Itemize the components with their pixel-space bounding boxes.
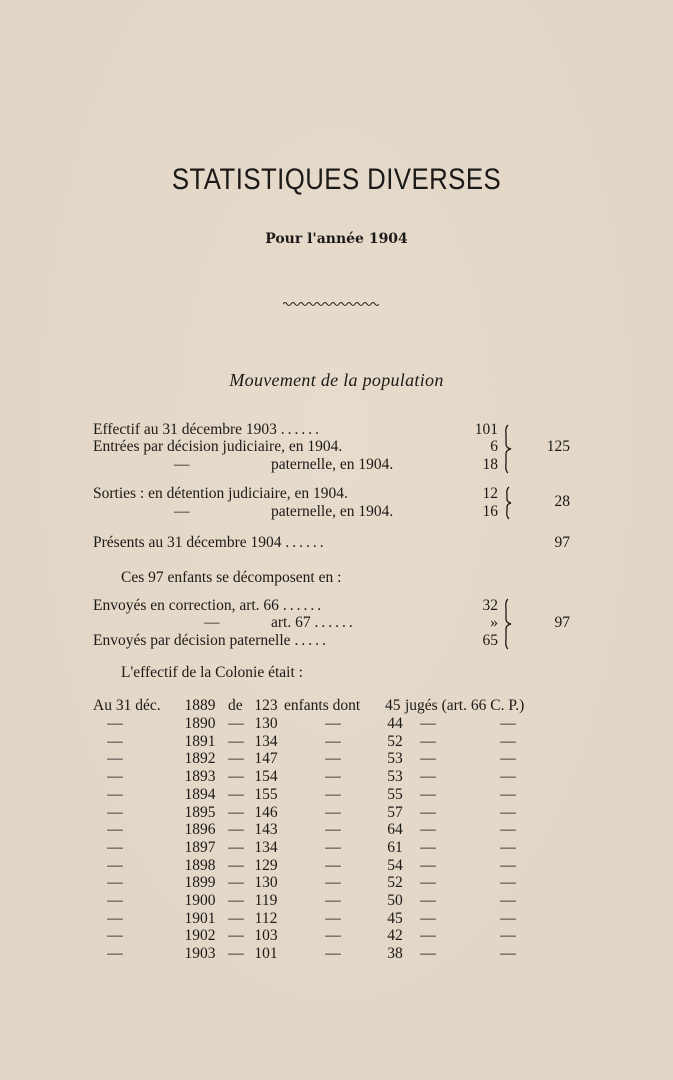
row-dash-3: — (420, 874, 436, 892)
row-year: 1892 (184, 750, 216, 768)
row-count: 147 (254, 750, 278, 768)
row-juges: 52 (387, 874, 403, 892)
row-dash-au: — (107, 874, 123, 892)
decorative-wave-rule (283, 300, 379, 308)
total-sorties: 28 (554, 493, 570, 510)
colonie-row (0, 927, 673, 945)
row-juges: 61 (387, 838, 403, 856)
row-dash-3: — (420, 909, 436, 927)
row-dash-4: — (500, 874, 516, 892)
row-dash-4: — (500, 945, 516, 963)
brace-entrees (503, 424, 517, 474)
row-dash-au: — (107, 909, 123, 927)
presents-label-text: Présents au 31 décembre 1904 (93, 534, 282, 551)
colonie-row (0, 821, 673, 839)
row-year: 1895 (184, 803, 216, 821)
envoyes-correction-value: 32 (482, 597, 498, 614)
art67-dots: ...... (314, 614, 356, 631)
row-count: 119 (254, 892, 278, 909)
page-subtitle: Pour l'année 1904 (265, 231, 408, 247)
art67-dash: — (204, 614, 220, 631)
colonie-row (0, 839, 673, 857)
colonie-row (0, 874, 673, 892)
row-dash-2: — (325, 927, 341, 945)
row-dash-au: — (107, 945, 123, 963)
row-dash-2: — (325, 874, 341, 892)
row-dash-4: — (500, 927, 516, 945)
row-dash-1: — (228, 874, 244, 892)
row-count: 134 (254, 732, 278, 750)
row-dash-1: — (228, 821, 244, 839)
row-dash-1: — (228, 732, 244, 750)
row-dash-3: — (420, 821, 436, 839)
row-dash-1: — (228, 785, 244, 803)
row-juges: 57 (387, 803, 403, 821)
envoyes-correction-text: Envoyés en correction, art. 66 (93, 597, 279, 614)
row-dash-4: — (500, 785, 516, 803)
row-dash-au: — (107, 768, 123, 786)
paternelle-value: 18 (482, 456, 498, 473)
colonie-intro: L'effectif de la Colonie était : (121, 664, 303, 681)
row-dash-1: — (228, 803, 244, 821)
row-dash-3: — (420, 732, 436, 750)
effectif-label-text: Effectif au 31 décembre 1903 (93, 421, 277, 438)
row-dash-4: — (500, 768, 516, 786)
row-dash-3: — (420, 768, 436, 786)
row-juges: 50 (387, 892, 403, 909)
row-dash-3: — (420, 927, 436, 945)
row-dash-3: — (420, 856, 436, 874)
row-juges-label: jugés (art. 66 C. P.) (405, 697, 525, 714)
row-dash-2: — (325, 785, 341, 803)
row-dash-2: — (325, 838, 341, 856)
brace-sorties (503, 486, 517, 520)
row-juges: 53 (387, 768, 403, 786)
row-de: de (228, 697, 243, 714)
colonie-row (0, 945, 673, 963)
row-year: 1900 (184, 892, 216, 909)
row-dash-1: — (228, 856, 244, 874)
row-dash-2: — (325, 732, 341, 750)
row-year: 1893 (184, 768, 216, 786)
art67-value: » (490, 614, 498, 631)
row-dash-au: — (107, 715, 123, 732)
row-count: 154 (254, 768, 278, 786)
paternelle-label: paternelle, en 1904. (271, 456, 394, 473)
row-dash-2: — (325, 856, 341, 874)
row-dash-1: — (228, 945, 244, 963)
row-dash-4: — (500, 909, 516, 927)
decompose-label: Ces 97 enfants se décomposent en : (121, 569, 342, 586)
colonie-row (0, 892, 673, 910)
row-juges: 64 (387, 821, 403, 839)
row-au: Au 31 déc. (93, 697, 161, 714)
row-count: 130 (254, 715, 278, 732)
sorties-pat-value: 16 (482, 503, 498, 520)
row-count: 134 (254, 838, 278, 856)
colonie-row (0, 786, 673, 804)
row-count: 146 (254, 803, 278, 821)
row-dash-4: — (500, 715, 516, 732)
row-year: 1899 (184, 874, 216, 892)
envoyes-pat-text: Envoyés par décision paternelle (93, 632, 291, 649)
row-dash-2: — (325, 750, 341, 768)
row-count: 130 (254, 874, 278, 892)
total-decompose: 97 (554, 614, 570, 631)
row-dash-2: — (325, 945, 341, 963)
row-dash-au: — (107, 821, 123, 839)
colonie-row (0, 857, 673, 875)
row-year: 1896 (184, 821, 216, 839)
colonie-row (0, 733, 673, 751)
section-title-mouvement: Mouvement de la population (229, 370, 444, 390)
row-juges: 42 (387, 927, 403, 945)
row-dash-3: — (420, 750, 436, 768)
row-year: 1898 (184, 856, 216, 874)
row-dash-au: — (107, 732, 123, 750)
row-dash-au: — (107, 892, 123, 909)
row-dash-1: — (228, 715, 244, 732)
art67-text: art. 67 (271, 614, 311, 631)
row-year: 1901 (184, 909, 216, 927)
row-dash-au: — (107, 803, 123, 821)
effectif-label (93, 421, 322, 439)
colonie-row (0, 804, 673, 822)
row-dash-2: — (325, 715, 341, 732)
row-dash-1: — (228, 768, 244, 786)
row-dash-4: — (500, 803, 516, 821)
row-count: 155 (254, 785, 278, 803)
envoyes-pat-value: 65 (482, 632, 498, 649)
total-entrees: 125 (546, 438, 570, 455)
brace-decompose (503, 598, 517, 650)
sorties-label: Sorties : en détention judiciaire, en 1904. (93, 485, 348, 502)
row-juges: 38 (387, 945, 403, 963)
row-dash-4: — (500, 732, 516, 750)
row-year: 1902 (184, 927, 216, 945)
row-dash-4: — (500, 750, 516, 768)
row-juges: 52 (387, 732, 403, 750)
row-dash-2: — (325, 909, 341, 927)
row-year: 1890 (184, 715, 216, 732)
row-dash-1: — (228, 892, 244, 909)
row-count: 123 (254, 697, 278, 714)
row-dash-4: — (500, 821, 516, 839)
colonie-row (0, 750, 673, 768)
envoyes-pat-dots: ..... (294, 632, 329, 649)
colonie-row (0, 715, 673, 733)
sorties-pat-dash: — (174, 503, 190, 520)
row-dash-1: — (228, 909, 244, 927)
row-year: 1894 (184, 785, 216, 803)
row-dash-3: — (420, 945, 436, 963)
colonie-row-first (0, 697, 673, 715)
row-dash-1: — (228, 750, 244, 768)
colonie-row (0, 768, 673, 786)
row-year: 1889 (184, 697, 216, 714)
row-dash-3: — (420, 785, 436, 803)
row-year: 1897 (184, 838, 216, 856)
sorties-value: 12 (482, 485, 498, 502)
row-juges: 45 (385, 697, 401, 714)
envoyes-correction-label (93, 597, 324, 615)
row-juges: 55 (387, 785, 403, 803)
row-dash-2: — (325, 892, 341, 909)
row-dash-au: — (107, 838, 123, 856)
art67-label (271, 614, 356, 632)
row-count: 101 (254, 945, 278, 963)
row-dash-2: — (325, 803, 341, 821)
entrees-label: Entrées par décision judiciaire, en 1904. (93, 438, 343, 455)
row-count: 143 (254, 821, 278, 839)
row-dash-1: — (228, 927, 244, 945)
row-dash-au: — (107, 927, 123, 945)
row-year: 1903 (184, 945, 216, 963)
effectif-value: 101 (474, 421, 498, 438)
envoyes-correction-dots: ...... (282, 597, 325, 614)
row-dash-au: — (107, 750, 123, 768)
row-enfants: enfants dont (284, 697, 361, 714)
presents-label (93, 534, 327, 552)
row-juges: 45 (387, 909, 403, 927)
row-juges: 44 (387, 715, 403, 732)
effectif-dots: ...... (280, 421, 323, 438)
row-count: 112 (254, 909, 278, 927)
row-dash-3: — (420, 803, 436, 821)
row-dash-2: — (325, 768, 341, 786)
row-year: 1891 (184, 732, 216, 750)
colonie-row (0, 910, 673, 928)
row-dash-3: — (420, 892, 436, 909)
row-dash-au: — (107, 856, 123, 874)
row-count: 129 (254, 856, 278, 874)
row-dash-3: — (420, 838, 436, 856)
row-dash-2: — (325, 821, 341, 839)
presents-dots: ...... (285, 534, 327, 551)
sorties-pat-label: paternelle, en 1904. (271, 503, 394, 520)
row-juges: 54 (387, 856, 403, 874)
row-dash-au: — (107, 785, 123, 803)
row-dash-1: — (228, 838, 244, 856)
row-dash-3: — (420, 715, 436, 732)
row-dash-4: — (500, 838, 516, 856)
row-dash-4: — (500, 856, 516, 874)
row-dash-4: — (500, 892, 516, 909)
row-count: 103 (254, 927, 278, 945)
presents-value: 97 (554, 534, 570, 551)
paternelle-dash: — (174, 456, 190, 473)
row-juges: 53 (387, 750, 403, 768)
envoyes-pat-label (93, 632, 329, 650)
entrees-value: 6 (490, 438, 498, 455)
page-title: STATISTIQUES DIVERSES (171, 163, 502, 196)
